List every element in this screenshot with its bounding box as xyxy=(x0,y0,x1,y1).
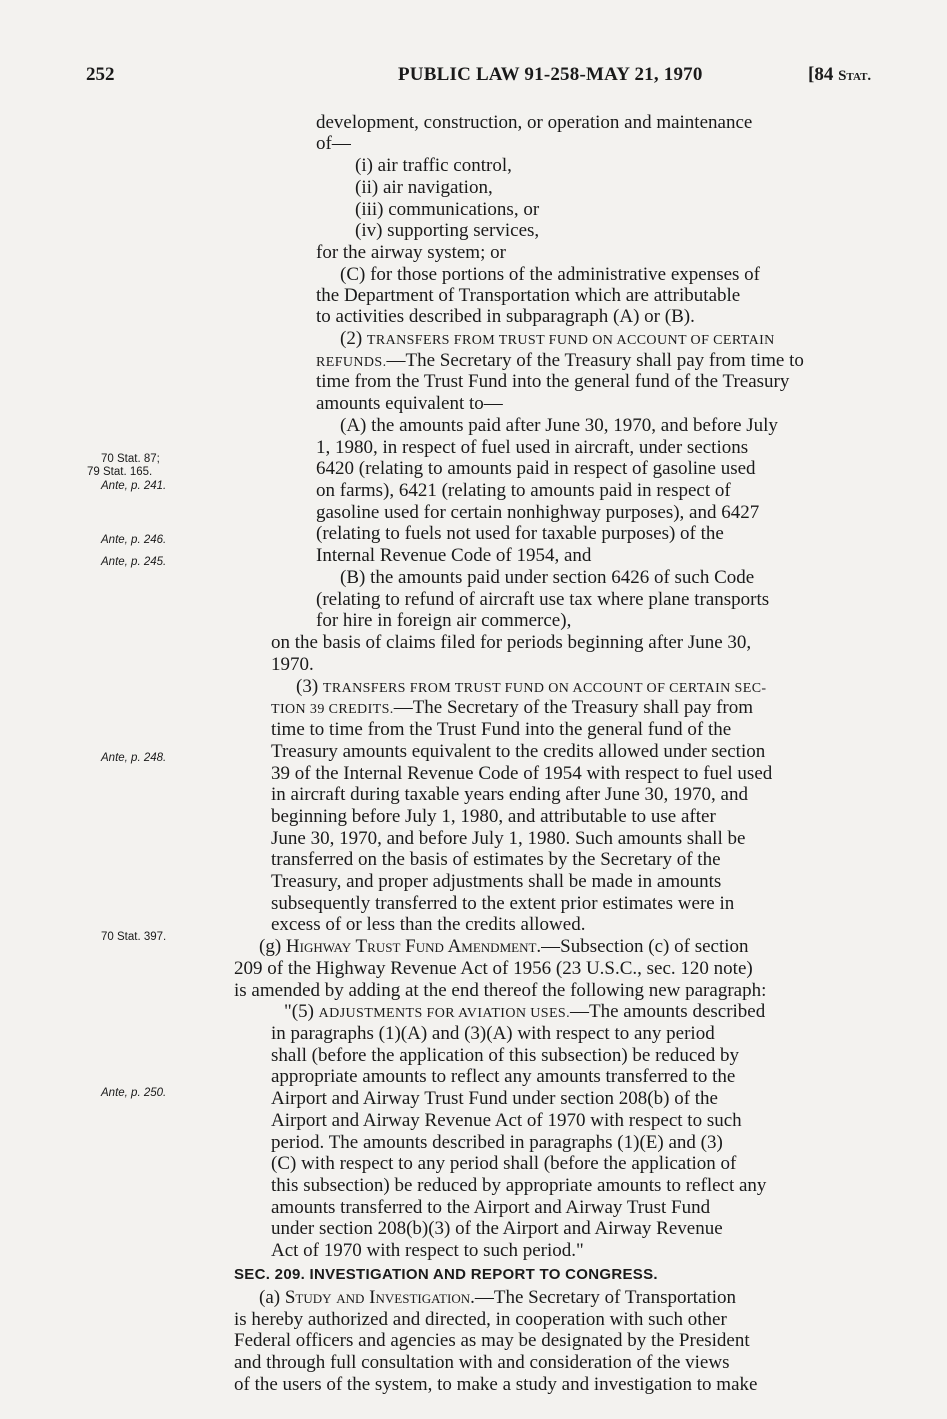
text-line: (relating to refund of aircraft use tax where plane transports xyxy=(316,589,770,610)
text-line: (B) the amounts paid under section 6426 of such Code xyxy=(340,567,755,588)
text-line: for hire in foreign air commerce), xyxy=(316,610,572,631)
text-line: amounts equivalent to— xyxy=(316,393,503,414)
text-line: shall (before the application of this subsection) be reduced by xyxy=(271,1045,739,1066)
text-line: REFUNDS.—The Secretary of the Treasury shall pay from time to xyxy=(316,350,804,371)
text-line: time to time from the Trust Fund into the general fund of the xyxy=(271,719,732,740)
text-line: Federal officers and agencies as may be designated by the President xyxy=(234,1330,750,1351)
margin-note: 70 Stat. 397. xyxy=(101,931,167,943)
text-line: Treasury amounts equivalent to the credits allowed under section xyxy=(271,741,766,762)
text-line: of— xyxy=(316,133,351,154)
text-line: on farms), 6421 (relating to amounts paid in respect of xyxy=(316,480,731,501)
text-line: (iii) communications, or xyxy=(355,199,540,220)
margin-note: Ante, p. 241. xyxy=(101,480,167,492)
text-line: Airport and Airway Revenue Act of 1970 with respect to such xyxy=(271,1110,742,1131)
text-line: June 30, 1970, and before July 1, 1980. Such amounts shall be xyxy=(271,828,746,849)
text-line: in aircraft during taxable years ending after June 30, 1970, and xyxy=(271,784,748,805)
section-heading: SEC. 209. INVESTIGATION AND REPORT TO CONGRESS. xyxy=(234,1266,658,1283)
margin-note: Ante, p. 246. xyxy=(101,534,167,546)
margin-note: 70 Stat. 87; xyxy=(101,453,160,465)
margin-note: Ante, p. 248. xyxy=(101,752,167,764)
text-line: (2) TRANSFERS FROM TRUST FUND ON ACCOUNT OF CERTAIN xyxy=(340,328,775,349)
text-line: Act of 1970 with respect to such period." xyxy=(271,1240,584,1261)
text-line: 1970. xyxy=(271,654,314,675)
text-line: the Department of Transportation which are attributable xyxy=(316,285,741,306)
volume-citation xyxy=(808,64,871,86)
text-line: (g) Highway Trust Fund Amendment.—Subsection (c) of section xyxy=(259,936,749,957)
text-line: in paragraphs (1)(A) and (3)(A) with respect to any period xyxy=(271,1023,715,1044)
text-line: 39 of the Internal Revenue Code of 1954 with respect to fuel used xyxy=(271,763,773,784)
text-line: Treasury, and proper adjustments shall be made in amounts xyxy=(271,871,722,892)
text-line: (ii) air navigation, xyxy=(355,177,493,198)
text-line: is amended by adding at the end thereof the following new paragraph: xyxy=(234,980,767,1001)
text-line: Airport and Airway Trust Fund under section 208(b) of the xyxy=(271,1088,718,1109)
text-line: to activities described in subparagraph (A) or (B). xyxy=(316,306,695,327)
margin-note: 79 Stat. 165. xyxy=(87,466,153,478)
text-line: appropriate amounts to reflect any amounts transferred to the xyxy=(271,1066,736,1087)
volume-prefix: [84 xyxy=(808,64,839,85)
text-line: under section 208(b)(3) of the Airport and Airway Revenue xyxy=(271,1218,723,1239)
paragraph-heading: REFUNDS. xyxy=(316,355,387,370)
paragraph-heading: TRANSFERS FROM TRUST FUND ON ACCOUNT OF CERTAIN xyxy=(366,333,775,348)
running-title: PUBLIC LAW 91-258-MAY 21, 1970 xyxy=(398,64,703,85)
text-line: (iv) supporting services, xyxy=(355,220,540,241)
volume-suffix: Stat. xyxy=(838,68,872,84)
paragraph-heading: TRANSFERS FROM TRUST FUND ON ACCOUNT OF CERTAIN SEC- xyxy=(322,681,767,696)
text-line: 209 of the Highway Revenue Act of 1956 (23 U.S.C., sec. 120 note) xyxy=(234,958,753,979)
text-line: (i) air traffic control, xyxy=(355,155,512,176)
paragraph-heading: TION 39 CREDITS. xyxy=(271,702,394,717)
text-line: (A) the amounts paid after June 30, 1970, and before July xyxy=(340,415,778,436)
text-line: 6420 (relating to amounts paid in respect of gasoline used xyxy=(316,458,756,479)
text-line: (a) Study and Investigation.—The Secretary of Transportation xyxy=(259,1287,737,1308)
text-line: 1, 1980, in respect of fuel used in aircraft, under sections xyxy=(316,437,749,458)
text-line: amounts transferred to the Airport and Airway Trust Fund xyxy=(271,1197,711,1218)
margin-note: Ante, p. 245. xyxy=(101,556,167,568)
text-line: this subsection) be reduced by appropriate amounts to reflect any xyxy=(271,1175,767,1196)
text-line: time from the Trust Fund into the general fund of the Treasury xyxy=(316,371,790,392)
text-line: development, construction, or operation and maintenance xyxy=(316,112,753,133)
text-line: subsequently transferred to the extent prior estimates were in xyxy=(271,893,735,914)
text-line: transferred on the basis of estimates by the Secretary of the xyxy=(271,849,721,870)
paragraph-heading: ADJUSTMENTS FOR AVIATION USES. xyxy=(318,1006,571,1021)
text-line: (3) TRANSFERS FROM TRUST FUND ON ACCOUNT OF CERTAIN SEC- xyxy=(296,676,767,697)
subsection-heading: Study and Investigation. xyxy=(284,1287,475,1308)
text-line: for the airway system; or xyxy=(316,242,506,263)
text-line: of the users of the system, to make a study and investigation to make xyxy=(234,1374,758,1395)
text-line: TION 39 CREDITS.—The Secretary of the Treasury shall pay from xyxy=(271,697,754,718)
text-line: "(5) ADJUSTMENTS FOR AVIATION USES.—The amounts described xyxy=(284,1001,766,1022)
text-line: (C) for those portions of the administrative expenses of xyxy=(340,264,761,285)
text-line: excess of or less than the credits allowed. xyxy=(271,914,586,935)
text-line: period. The amounts described in paragraphs (1)(E) and (3) xyxy=(271,1132,723,1153)
margin-note: Ante, p. 250. xyxy=(101,1087,167,1099)
text-line: (C) with respect to any period shall (before the application of xyxy=(271,1153,737,1174)
text-line: Internal Revenue Code of 1954, and xyxy=(316,545,592,566)
page-number: 252 xyxy=(86,64,115,85)
text-line: and through full consultation with and consideration of the views xyxy=(234,1352,730,1373)
text-line: is hereby authorized and directed, in cooperation with such other xyxy=(234,1309,727,1330)
subsection-heading: Highway Trust Fund Amendment. xyxy=(285,936,542,957)
text-line: on the basis of claims filed for periods beginning after June 30, xyxy=(271,632,752,653)
text-line: (relating to fuels not used for taxable purposes) of the xyxy=(316,523,724,544)
text-line: gasoline used for certain nonhighway purposes), and 6427 xyxy=(316,502,760,523)
text-line: beginning before July 1, 1980, and attributable to use after xyxy=(271,806,716,827)
